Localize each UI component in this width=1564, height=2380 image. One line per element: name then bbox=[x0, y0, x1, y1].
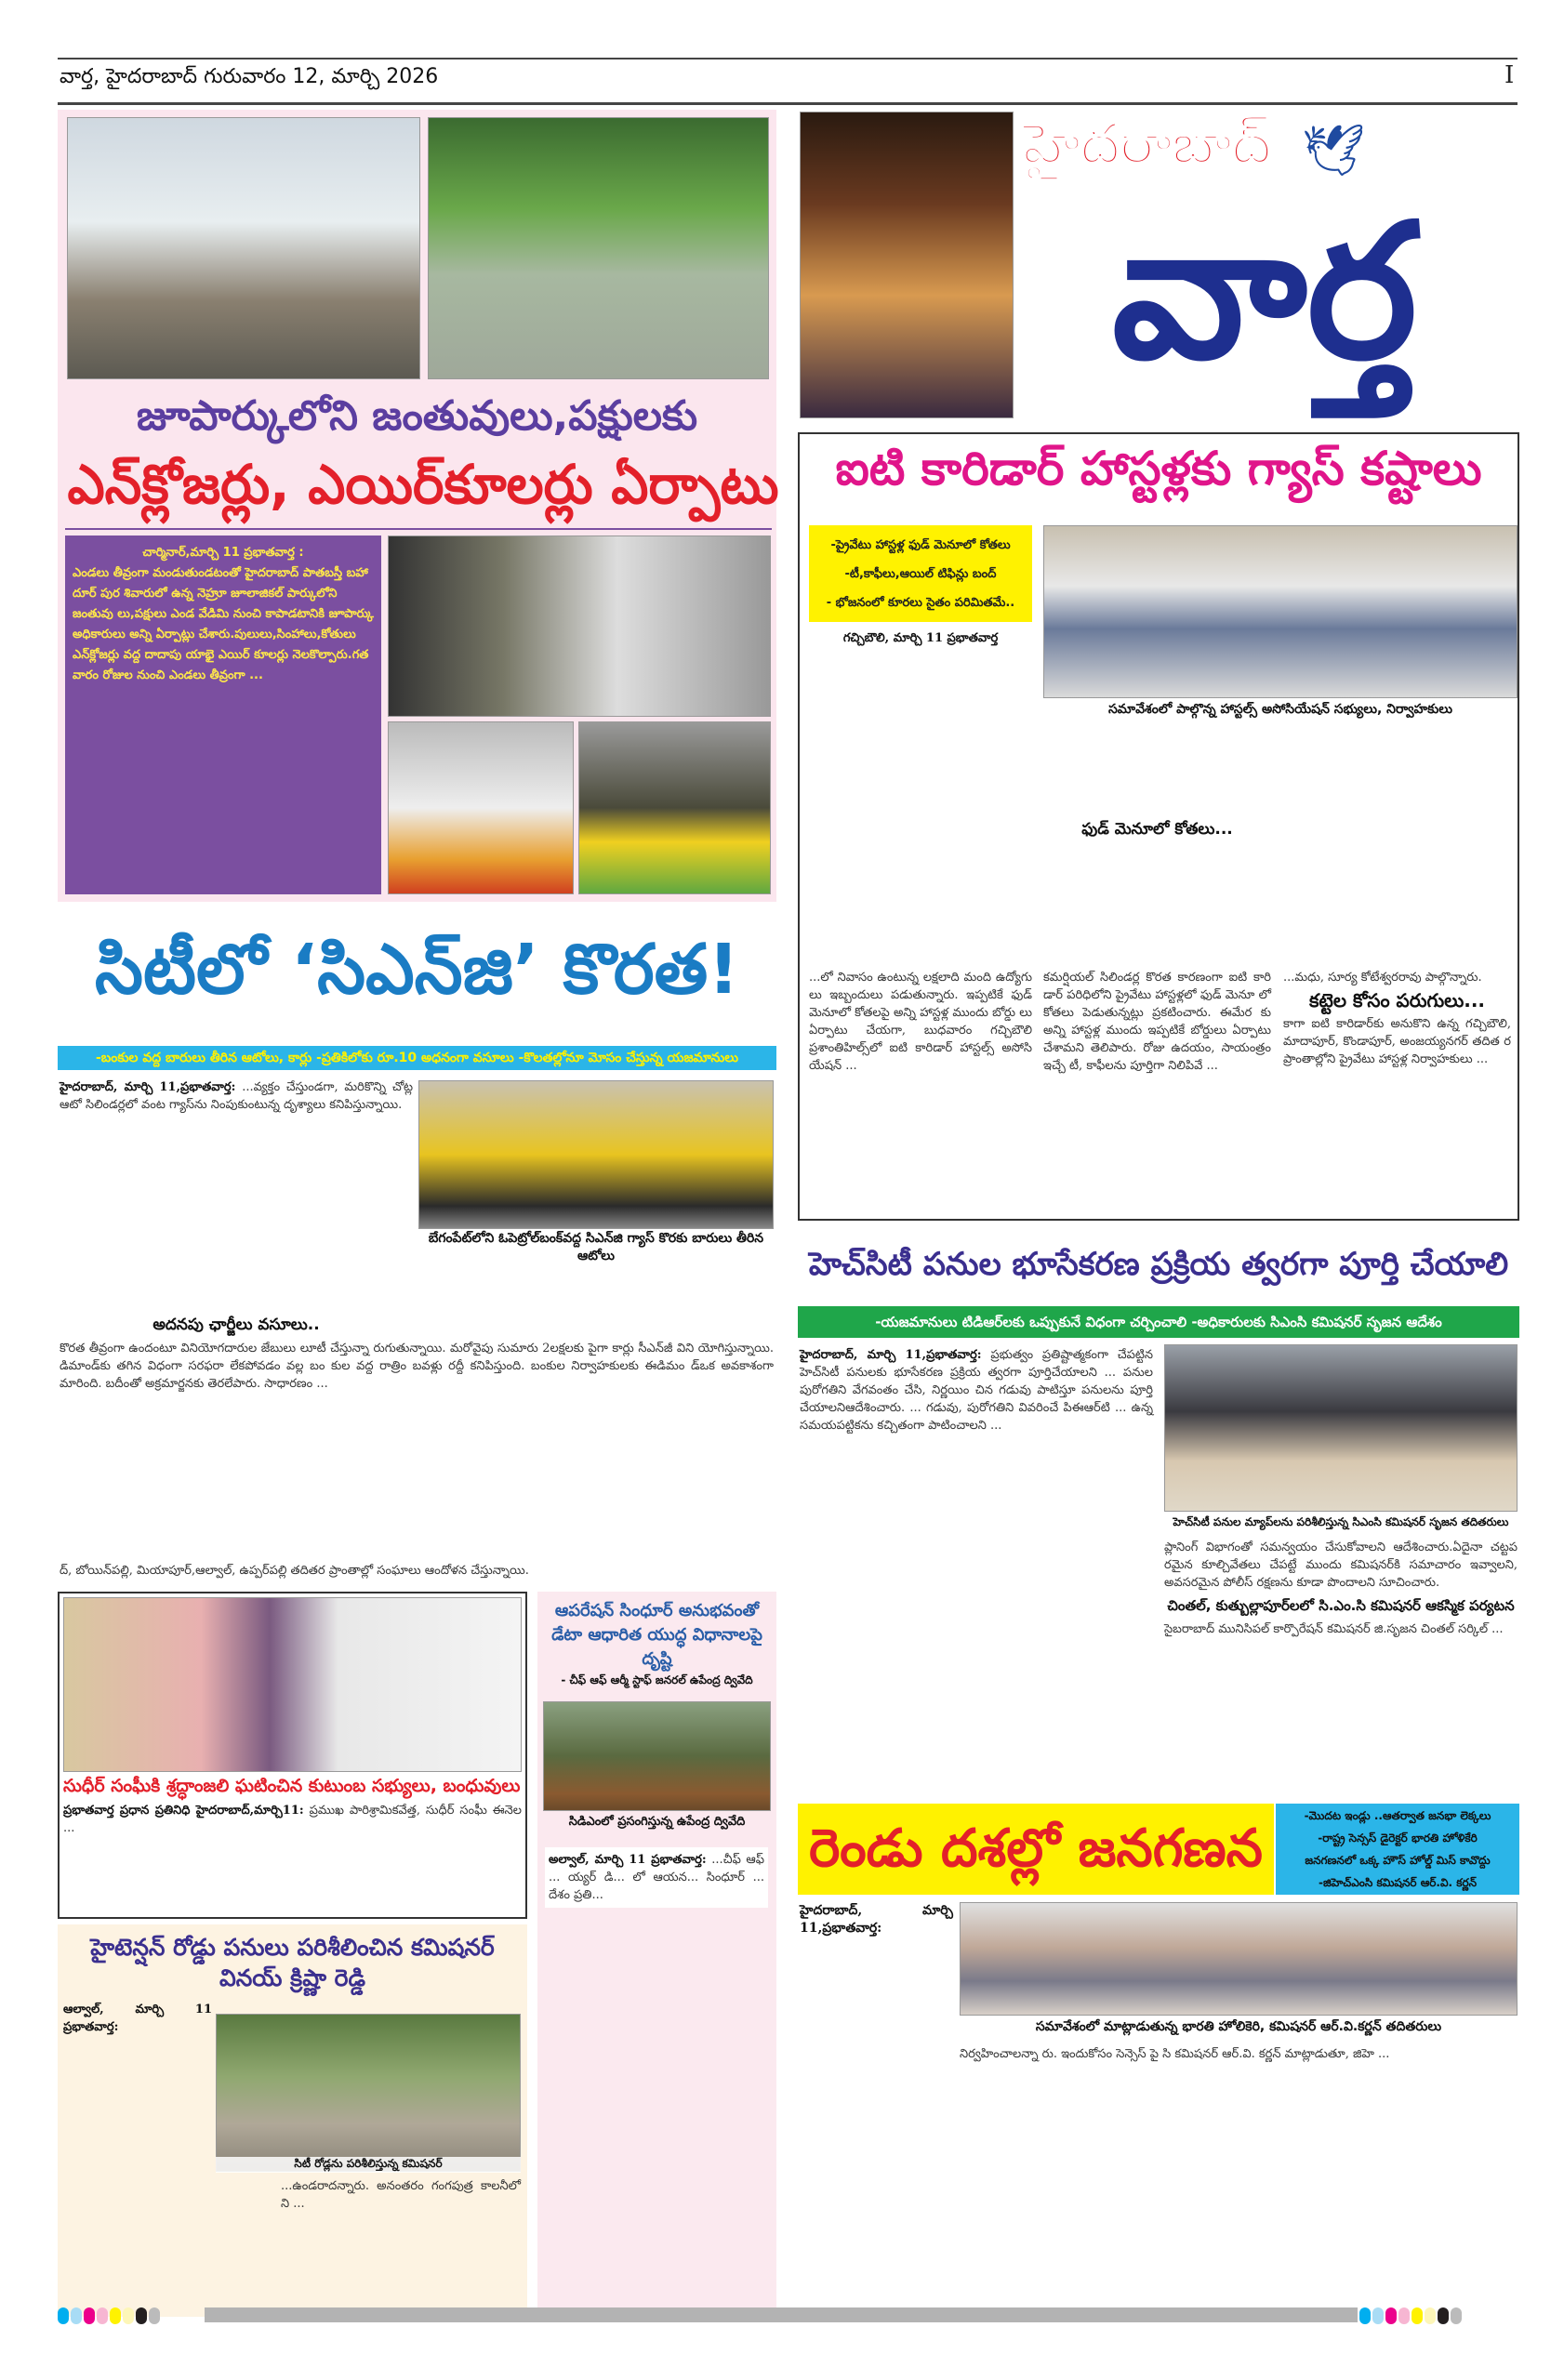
cng-highlights-strip: -బంకుల వద్ద బారులు తీరిన ఆటోలు, కార్లు -ప్రతికిలోకు రూ.10 అధనంగా వసూలు -కొలతల్లోనూ మోసం చేస్తున్న యజమానులు bbox=[58, 1046, 776, 1070]
it-highlight: -టీ,కాఫీలు,ఆయిల్ టిఫిన్లు బంద్ bbox=[844, 567, 997, 581]
hitech-dateline: ఆల్వాల్, మార్చి 11 ప్రభాతవార్త: bbox=[63, 2003, 212, 2034]
hcity-dateline: హైదరాబాద్, మార్చి 11,ప్రభాతవార్త: bbox=[800, 1348, 982, 1362]
army-body: ...చీఫ్ ఆఫ్ ... య్యర్ డి... లో ఆయన... సింధూర్ ... దేశం ప్రతి... bbox=[549, 1853, 764, 1902]
cng-photo-caption: బేగంపేట్‌లోని ఓపెట్రోల్‌బంక్‌వద్ద సిఎన్‌జి గ్యాస్ కొరకు బారులు తీరిన ఆటోలు bbox=[428, 1231, 764, 1263]
cng-body-end: ద్, బోయిన్‌పల్లి, మియాపూర్,ఆల్వాల్, ఉప్పర్‌పల్లి తదితర ప్రాంతాల్లో సంఘాలు ఆందోళన చేస్తున్నాయి. bbox=[60, 1564, 529, 1578]
zoo-body: ఎండలు తీవ్రంగా మండుతుండటంతో హైదరాబాద్ పాతబస్తీ బహా దూర్ పుర శివారులో ఉన్న నెహ్రూ జూలాజికల్ పార్కులోని జంతువు లు,పక్షులు ఎండ వేడిమి నుంచి కాపాడటానికి జూపార్కు అధికారులు అన్ని ఏర్పాట్లు చేశారు.పులులు,సింహాలు,కోతులు ఎన్‌క్లోజర్లు వద్ద దాదాపు యాభై ఎయిర్ కూలర్లు నెలకొల్పారు.గత వారం రోజుల నుంచి ఎండలు తీవ్రంగా ... bbox=[73, 566, 374, 682]
army-article bbox=[537, 1592, 776, 2317]
census-highlights-box bbox=[1276, 1804, 1519, 1895]
road-inspection-photo bbox=[216, 2014, 521, 2172]
elephant-shower-photo bbox=[67, 117, 420, 379]
census-body: నిర్వహించాలన్నా రు. ఇందుకోసం సెన్సెస్ పై సి కమిషనర్ ఆర్.వి. కర్ణన్ మాట్లాడుతూ, జిహె ... bbox=[960, 2047, 1390, 2061]
header-rule-bottom bbox=[58, 102, 1518, 105]
header-rule-top bbox=[58, 58, 1518, 60]
parrot-photo bbox=[388, 721, 574, 894]
hcity-maps-photo bbox=[1164, 1344, 1518, 1512]
census-highlight: -మొదట ఇండ్లు ..ఆతర్వాత జనభా లెక్కలు bbox=[1304, 1809, 1491, 1822]
hitech-photo-caption: సిటీ రోడ్లను పరిశీలిస్తున్న కమిషనర్ bbox=[216, 2157, 521, 2173]
tribute-collage-photo bbox=[63, 1597, 522, 1772]
zoo-dateline: చార్మినార్,మార్చి 11 ప్రభాతవార్త : bbox=[142, 546, 304, 560]
cng-dateline: హైదరాబాద్, మార్చి 11,ప్రభాతవార్త: bbox=[60, 1080, 236, 1094]
cng-subhead: అదనపు ఛార్జీలు వసూలు.. bbox=[152, 1316, 320, 1334]
it-body-col1: ...లో నివాసం ఉంటున్న లక్షలాది మంది ఉద్యోగు లు ఇబ్బందులు పడుతున్నారు. ఇప్పటికే ఫుడ్ మెనూలో కోతలపై అన్ని హాస్టళ్ల ముందు బోర్డు లు ఏర్పాటు చేయగా, బుధవారం గచ్చిబౌలి ప్రశాంతిహిల్స్‌లో ఐటి కారిడార్ హాస్టల్స్ అసోసి యేషన్ ... bbox=[809, 971, 1032, 1073]
hcity-body-3: సైబరాబాద్ మునిసిపల్ కార్పొరేషన్ కమిషనర్ జి.సృజన చింతల్ సర్కిల్ ... bbox=[1164, 1622, 1504, 1636]
it-body-col3: ...మధు, సూర్య కోటేశ్వరరావు పాల్గొన్నారు. bbox=[1283, 971, 1482, 985]
hitech-body: ...ఉండరాదన్నారు. అనంతరం గంగపుత్ర కాలనీలో ని ... bbox=[281, 2179, 521, 2211]
hcity-photo-caption: హెచ్‌సిటీ పనుల మ్యాప్‌లను పరిశీలిస్తున్న సిఎంసి కమిషనర్ సృజన తదితరులు bbox=[1173, 1515, 1509, 1528]
tiger-enclosure-photo bbox=[388, 536, 771, 717]
it-headline: ఐటి కారిడార్ హాస్టళ్లకు గ్యాస్ కష్టాలు bbox=[835, 442, 1482, 496]
gray-bar bbox=[205, 2307, 1358, 2322]
rhino-pool-photo bbox=[428, 117, 769, 379]
charminar-photo bbox=[800, 112, 1014, 418]
zoo-article bbox=[58, 110, 779, 902]
hostel-association-photo bbox=[1043, 525, 1518, 698]
hcity-highlights-strip: -యజమానులు టిడిఆర్‌లకు ఒప్పుకునే విధంగా చర్చించాలి -అధికారులకు సిఎంసి కమిషనర్ సృజన ఆదేశం bbox=[798, 1306, 1519, 1338]
hcity-headline: హెచ్‌సిటీ పనుల భూసేకరణ ప్రక్రియ త్వరగా పూర్తి చేయాలి bbox=[808, 1246, 1509, 1283]
sudheer-headline: సుధీర్ సంఘీకి శ్రద్ధాంజలి ఘటించిన కుటుంబ సభ్యులు, బంధువులు bbox=[63, 1776, 521, 1796]
zoo-headline-main: ఎన్‌క్లోజర్లు, ఎయిర్‌కూలర్లు ఏర్పాటు bbox=[67, 453, 779, 516]
army-byline: - చీఫ్ ఆఫ్ ఆర్మీ స్టాఫ్ జనరల్ ఉపేంద్ర ద్వివేది bbox=[561, 1673, 753, 1686]
army-headline: ఆపరేషన్ సింధూర్ అనుభవంతో డేటా ఆధారిత యుద్ధ విధానాలపై దృష్టి bbox=[551, 1601, 762, 1669]
cng-body-col1 bbox=[60, 1078, 413, 1114]
zoo-body-box bbox=[65, 536, 381, 894]
masthead-city: హైదరాబాద్ bbox=[1023, 112, 1272, 177]
hcity-body: ప్రభుత్వం ప్రతిష్టాత్మకంగా చేపట్టిన హెచ్‌సిటీ పనులకు భూసేకరణ ప్రక్రియ త్వరగా పూర్తిచేయాలని ... పనుల పురోగతిని వేగవంతం చేసి, నిర్ణయిం చిన గడువు పాటిస్తూ పనులను పూర్తి చేయాలనిఆదేశించారు. ... గడువు, పురోగతిని వివరించే పిఈఆర్‌టి ... ఉన్న సమయపట్టికను కచ్చితంగా పాటించాలని ... bbox=[800, 1348, 1154, 1433]
zoo-headline-top-wrap bbox=[58, 389, 776, 446]
zoo-headline-top: జూపార్కులోని జంతువులు,పక్షులకు bbox=[136, 392, 698, 440]
it-photo-caption: సమావేశంలో పాల్గొన్న హాస్టల్స్ అసోసియేషన్ సభ్యులు, నిర్వాహకులు bbox=[1107, 702, 1453, 717]
color-registration-marks-right bbox=[1359, 2307, 1464, 2324]
it-subhead-firewood: కట్టెల కోసం పరుగులు... bbox=[1308, 989, 1486, 1012]
army-dateline: అల్వాల్, మార్చి 11 ప్రభాతవార్త: bbox=[549, 1853, 707, 1867]
page-marker: I bbox=[1504, 61, 1515, 89]
it-dateline: గచ్చిబౌలి, మార్చి 11 ప్రభాతవార్త bbox=[842, 631, 999, 645]
it-body-col2: కమర్షియల్ సిలిండర్ల కొరత కారణంగా ఐటి కారి డార్ పరిధిలోని ప్రైవేటు హాస్టళ్లలో ఫుడ్ మెనూ లో కోతలు పెడుతున్నట్లు ప్రకటించారు. ఈమేర కు అన్ని హాస్టళ్ల ముందు ఇప్పటికే బోర్డులు ఏర్పాటు చేశామని తెలిపారు. రోజు ఉదయం, సాయంత్రం ఇచ్చే టీ, కాఫీలను పూర్తిగా నిలిపివే ... bbox=[1043, 971, 1271, 1073]
sudheer-dateline: ప్రభాతవార్త ప్రధాన ప్రతినిధి హైదరాబాద్,మార్చి11: bbox=[63, 1804, 304, 1818]
census-highlight: -రాష్ట్ర సెన్సస్ డైరెక్టర్ భారతి హోళికేరి bbox=[1318, 1831, 1478, 1844]
auto-queue-photo bbox=[418, 1080, 774, 1229]
cng-body-intro: ...వ్యక్తం చేస్తుండగా, మరికొన్ని చోట్ల ఆటో సిలిండర్లలో వంట గ్యాస్‌ను నింపుకుంటున్న దృశ్యాలు కనిపిస్తున్నాయి. bbox=[60, 1080, 413, 1112]
page-header: వార్త, హైదరాబాద్ గురువారం 12, మార్చి 2026 bbox=[60, 65, 439, 88]
it-highlight: - భోజనంలో కూరలు సైతం పరిమితమే.. bbox=[826, 596, 1015, 610]
census-headline: రెండు దశల్లో జనగణన bbox=[798, 1804, 1274, 1895]
census-highlight: -జిహెచ్‌ఎంసి కమిషనర్ ఆర్.వి. కర్ణన్ bbox=[1318, 1876, 1478, 1889]
it-subhead-food: ఫుడ్ మెనూలో కోతలు... bbox=[1081, 820, 1233, 839]
army-photo-caption: సిడిఎంలో ప్రసంగిస్తున్న ఉపేంద్ర ద్వివేది bbox=[568, 1815, 746, 1829]
hcity-subhead: చింతల్, కుత్బుల్లాపూర్‌లలో సి.ఎం.సి కమిషనర్ ఆకస్మిక పర్యటన bbox=[1167, 1597, 1515, 1614]
it-highlights-box bbox=[809, 525, 1032, 622]
census-meeting-photo bbox=[960, 1902, 1518, 2016]
lovebirds-photo bbox=[578, 721, 771, 894]
divider bbox=[65, 528, 772, 530]
hitech-headline: హైటెన్షన్ రోడ్డు పనులు పరిశీలించిన కమిషనర్ వినయ్ క్రిష్ణా రెడ్డి bbox=[90, 1934, 495, 1991]
it-highlight: -ప్రైవేటు హాస్టళ్ల ఫుడ్ మెనూలో కోతలు bbox=[830, 538, 1011, 552]
hcity-body-2: ప్లానింగ్ విభాగంతో సమన్వయం చేసుకోవాలని ఆదేశించారు.ఏదైనా చట్టప రమైన కూల్చివేతలు చేపట్టే ముందు కమిషనర్‌కి సమాచారం ఇవ్వాలని, అవసరమైన పోలీస్ రక్షణను కూడా పొందాలని సూచించారు. bbox=[1164, 1540, 1518, 1590]
census-highlight: జనగణనలో ఒక్క హౌస్ హోల్డ్ మిస్ కావొద్దు bbox=[1305, 1854, 1491, 1867]
sudheer-body: ప్రముఖ పారిశ్రామికవేత్త, సుధీర్ సంఘీ ఈనెల ... bbox=[63, 1804, 522, 1835]
masthead-name: వార్త bbox=[1111, 184, 1418, 401]
cng-body: కొరత తీవ్రంగా ఉందంటూ వినియోగదారుల జేబులు లూటీ చేస్తున్నా రుగుతున్నాయి. మరోవైపు సుమారు 2లక్షలకు పైగా కార్లు సీఎన్‌జీ విని యోగిస్తున్నాయి. డిమాండ్‌కు తగిన విధంగా సరఫరా లేకపోవడం వల్ల బం కుల వద్ద రాత్రిం బవళ్లు రద్దీ కనిపిస్తుంది. బంకుల నిర్వాహకులకు ఈడిమం డ్‌ఒక అవకాశంగా మారింది. బదీంతో అక్రమార్జనకు తెరలేపారు. సాధారణం ... bbox=[60, 1342, 774, 1391]
census-dateline: హైదరాబాద్, మార్చి 11,ప్రభాతవార్త: bbox=[800, 1903, 953, 1936]
it-body-col3b: కాగా ఐటి కారిడార్‌కు అనుకొని ఉన్న గచ్చిబౌలి, మాదాపూర్, కొండాపూర్, అంజయ్యనగర్ తదిత ర ప్రాంతాల్లోని ప్రైవేటు హాస్టళ్ల నిర్వాహకులు ... bbox=[1283, 1017, 1511, 1066]
it-corridor-article bbox=[798, 432, 1519, 1221]
cng-headline: సిటీలో ‘సిఎన్‌జి’ కొరత! bbox=[94, 930, 740, 1010]
census-photo-caption: సమావేశంలో మాట్లాడుతున్న భారతి హోలికెరి, కమిషనర్ ఆర్.వి.కర్ణన్ తదితరులు bbox=[1035, 2019, 1442, 2034]
zoo-headline-main-wrap bbox=[58, 448, 779, 522]
dove-logo-icon: 🕊 bbox=[1302, 121, 1366, 179]
cng-body-col2 bbox=[60, 1311, 774, 1393]
color-registration-marks-left bbox=[58, 2307, 162, 2324]
sudheer-article bbox=[58, 1592, 527, 1919]
hitech-article bbox=[58, 1924, 527, 2317]
army-chief-photo bbox=[543, 1701, 771, 1811]
